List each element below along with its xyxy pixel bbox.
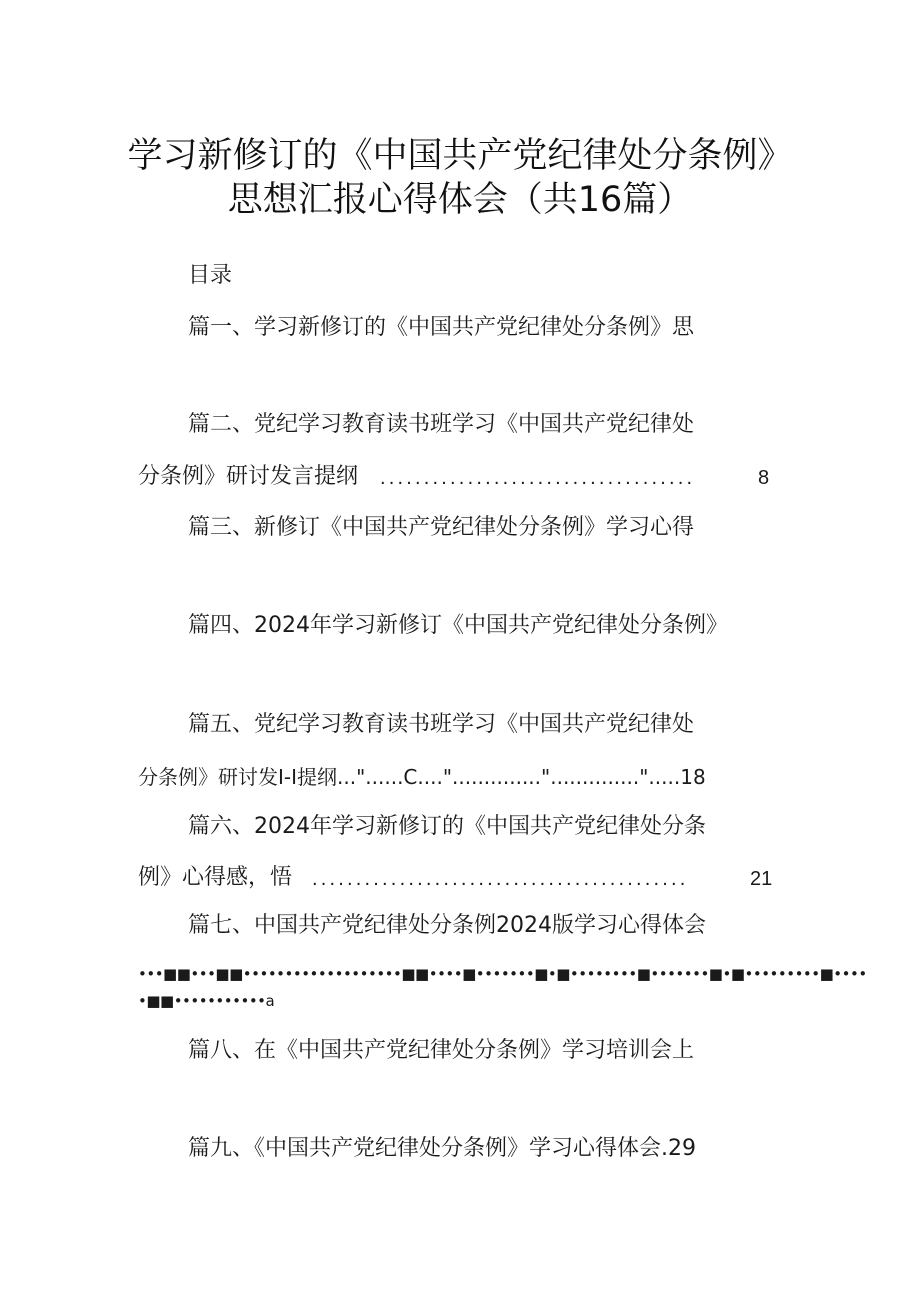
toc-entry-9[interactable]: 篇九、《中国共产党纪律处分条例》学习心得体会.29 xyxy=(188,1136,696,1161)
toc-entry-6-page[interactable]: 21 xyxy=(750,868,773,890)
toc-entry-1[interactable]: 篇一、学习新修订的《中国共产党纪律处分条例》思 xyxy=(188,315,695,340)
toc-entry-6-continuation[interactable]: 例》心得感，悟 xyxy=(138,865,293,890)
toc-entry-2-page[interactable]: 8 xyxy=(758,467,770,489)
toc-entry-5-continuation[interactable]: 分条例》研讨发I-I提纲..."......C....".............."..............".....18 xyxy=(138,765,706,789)
toc-entry-3[interactable]: 篇三、新修订《中国共产党纪律处分条例》学习心得 xyxy=(188,515,695,540)
toc-entry-6[interactable]: 篇六、2024年学习新修订的《中国共产党纪律处分条 xyxy=(188,814,706,839)
toc-entry-2-leader: .................................... xyxy=(380,467,696,489)
toc-entry-5[interactable]: 篇五、党纪学习教育读书班学习《中国共产党纪律处 xyxy=(188,712,695,737)
toc-entry-2[interactable]: 篇二、党纪学习教育读书班学习《中国共产党纪律处 xyxy=(188,412,695,437)
toc-heading: 目录 xyxy=(188,263,233,288)
toc-entry-2-continuation[interactable]: 分条例》研讨发言提纲 xyxy=(138,464,359,489)
toc-entry-4[interactable]: 篇四、2024年学习新修订《中国共产党纪律处分条例》 xyxy=(188,613,728,638)
toc-entry-7-dot-leader-line-2: •■■•••••••••••a xyxy=(138,992,275,1010)
document-title-line-2: 思想汇报心得体会（共16篇） xyxy=(227,180,693,220)
toc-entry-8[interactable]: 篇八、在《中国共产党纪律处分条例》学习培训会上 xyxy=(188,1038,695,1063)
toc-entry-7-dot-leader-line-1: •••■■•••■■•••••••••••••••••••■■••••■•••••••■•■••••••••■•••••••■•■•••••••••■•••• xyxy=(138,965,867,983)
document-title-line-1: 学习新修订的《中国共产党纪律处分条例》 xyxy=(127,136,793,176)
toc-entry-7[interactable]: 篇七、中国共产党纪律处分条例2024版学习心得体会 xyxy=(188,913,706,938)
toc-entry-6-leader: ........................................... xyxy=(312,868,689,890)
